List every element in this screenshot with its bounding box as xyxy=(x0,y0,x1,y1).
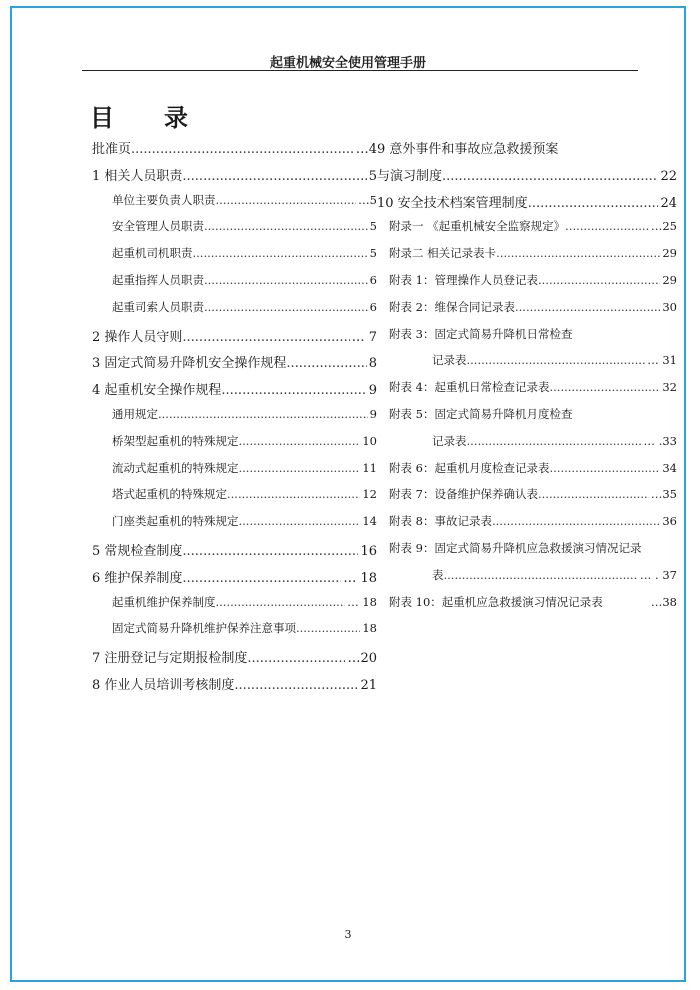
toc-entry-page: … .33 xyxy=(643,433,677,448)
toc-entry-page: 9 xyxy=(368,383,377,399)
toc-leader-dots xyxy=(549,380,660,394)
toc-entry-title: 2 操作人员守则 xyxy=(92,329,183,345)
toc-entry[interactable] xyxy=(92,272,377,299)
toc-leader-dots xyxy=(538,487,649,501)
toc-entry-page: 16 xyxy=(360,543,377,559)
toc-leader-dots xyxy=(204,273,368,287)
toc-entry-page: 14 xyxy=(362,514,377,529)
toc-entry-title: 附表 4：起重机日常检查记录表 xyxy=(389,380,550,395)
toc-entry-title: 4 起重机安全操作规程 xyxy=(92,383,222,399)
toc-entry-title: 桥架型起重机的特殊规定 xyxy=(112,433,239,448)
toc-leader-dots xyxy=(239,514,361,528)
toc-entry-page: 11 xyxy=(362,460,377,475)
toc-entry-page: …25 xyxy=(650,219,677,234)
toc-leader-dots xyxy=(286,356,366,371)
toc-leader-dots xyxy=(204,219,368,233)
toc-entry-page: … 18 xyxy=(347,594,377,609)
toc-entry[interactable] xyxy=(377,486,677,513)
toc-entry[interactable] xyxy=(377,326,677,353)
toc-entry-page: 12 xyxy=(362,487,377,502)
toc-entry[interactable] xyxy=(92,594,377,621)
toc-entry[interactable] xyxy=(377,218,677,245)
toc-entry-page: 22 xyxy=(660,168,677,184)
toc-leader-dots xyxy=(538,273,660,287)
toc-entry[interactable] xyxy=(92,620,377,647)
toc-entry[interactable] xyxy=(92,218,377,245)
toc-entry-title: 起重司索人员职责 xyxy=(112,299,204,314)
toc-entry[interactable] xyxy=(92,513,377,540)
toc-entry[interactable] xyxy=(377,540,677,567)
toc-entry-title: 固定式简易升降机维护保养注意事项 xyxy=(112,621,296,636)
toc-entry-page: 18 xyxy=(362,621,377,636)
toc-entry[interactable] xyxy=(377,272,677,299)
toc-entry-title: 附录一 《起重机械安全监察规定》 xyxy=(389,219,566,234)
toc-entry[interactable] xyxy=(377,406,677,433)
header-rule xyxy=(82,70,638,71)
toc-entry[interactable] xyxy=(377,192,677,219)
toc-entry-title: 安全管理人员职责 xyxy=(112,219,204,234)
toc-leader-dots xyxy=(182,169,366,184)
toc-entry-title: 8 作业人员培训考核制度 xyxy=(92,677,235,693)
toc-entry[interactable] xyxy=(92,647,377,674)
toc-entry[interactable] xyxy=(92,326,377,353)
toc-entry-title: 附表 10：起重机应急救援演习情况记录表 xyxy=(389,594,603,609)
toc-entry-title: 附表 1：管理操作人员登记表 xyxy=(389,272,538,287)
page-number: 3 xyxy=(344,928,352,941)
toc-entry-page: … 18 xyxy=(343,570,377,586)
toc-entry[interactable] xyxy=(377,594,677,621)
toc-entry-page: …5 xyxy=(358,192,377,207)
toc-entry[interactable] xyxy=(92,352,377,379)
toc-entry-page: 10 xyxy=(362,433,377,448)
toc-entry-page: 29 xyxy=(662,272,677,287)
toc-entry[interactable] xyxy=(377,379,677,406)
toc-entry[interactable] xyxy=(377,460,677,487)
toc-entry[interactable] xyxy=(377,567,677,594)
toc-entry-page: 29 xyxy=(662,246,677,261)
toc-leader-dots xyxy=(247,651,345,666)
toc-entry[interactable] xyxy=(92,674,377,701)
toc-entry-page: 5 xyxy=(369,219,377,234)
toc-entry-page: 21 xyxy=(360,677,377,693)
toc-leader-dots xyxy=(216,193,357,207)
toc-entry[interactable] xyxy=(92,567,377,594)
toc-leader-dots xyxy=(216,595,346,609)
toc-entry-page: … . 37 xyxy=(639,567,677,582)
toc-entry-page: 30 xyxy=(662,299,677,314)
toc-leader-dots xyxy=(296,621,360,635)
toc-entry-page: 36 xyxy=(662,514,677,529)
toc-entry[interactable] xyxy=(377,513,677,540)
toc-leader-dots xyxy=(182,544,358,559)
toc-entry-title: 门座类起重机的特殊规定 xyxy=(112,514,239,529)
toc-entry-title: 记录表 xyxy=(432,353,467,368)
toc-entry-title: 附表 9：固定式简易升降机应急救援演习情况记录 xyxy=(389,540,642,555)
toc-entry-page: 5 xyxy=(368,168,377,184)
toc-leader-dots xyxy=(492,514,660,528)
toc-leader-dots xyxy=(444,568,638,582)
toc-leader-dots xyxy=(496,246,660,260)
toc-entry-page: …20 xyxy=(347,651,377,667)
toc-entry-title: 塔式起重机的特殊规定 xyxy=(112,487,227,502)
toc-entry-page: 6 xyxy=(369,272,377,287)
toc-entry-title: 附表 6：起重机月度检查记录表 xyxy=(389,460,550,475)
toc-entry[interactable] xyxy=(377,352,677,379)
toc-entry-page: … 7 xyxy=(351,329,377,345)
toc-entry-title: 10 安全技术档案管理制度 xyxy=(377,195,528,211)
toc-entry-title: 流动式起重机的特殊规定 xyxy=(112,460,239,475)
toc-leader-dots xyxy=(442,169,658,184)
toc-entry-page: 5 xyxy=(369,246,377,261)
toc-entry-page: 32 xyxy=(662,380,677,395)
toc-entry[interactable] xyxy=(377,433,677,460)
toc-entry-title: 6 维护保养制度 xyxy=(92,570,183,586)
toc-entry[interactable] xyxy=(377,245,677,272)
toc-entry-page: …35 xyxy=(650,487,677,502)
toc-entry-title: 附表 3：固定式简易升降机日常检查 xyxy=(389,326,573,341)
toc-entry[interactable] xyxy=(92,245,377,272)
toc-entry-title: 附表 5：固定式简易升降机月度检查 xyxy=(389,406,573,421)
toc-leader-dots xyxy=(467,434,642,448)
toc-entry-title: 单位主要负责人职责 xyxy=(112,192,216,207)
toc-entry-page: … 31 xyxy=(647,353,677,368)
toc-entry-page: 9 xyxy=(369,406,377,421)
toc-entry-title: 附表 2：维保合同记录表 xyxy=(389,299,515,314)
toc-entry[interactable] xyxy=(92,406,377,433)
toc-entry-page: 24 xyxy=(660,195,677,211)
toc-entry-title: 起重指挥人员职责 xyxy=(112,272,204,287)
toc-leader-dots xyxy=(239,461,361,475)
toc-leader-dots xyxy=(239,434,361,448)
toc-entry[interactable] xyxy=(92,192,377,219)
toc-entry-title: 起重机司机职责 xyxy=(112,246,193,261)
toc-entry-title: 记录表 xyxy=(432,433,467,448)
toc-title: 目录 xyxy=(90,104,238,132)
toc-column-left xyxy=(92,138,377,701)
toc-leader-dots xyxy=(515,300,660,314)
toc-leader-dots xyxy=(182,330,349,345)
toc-leader-dots xyxy=(131,142,354,157)
toc-entry-title: 附表 7：设备维护保养确认表 xyxy=(389,487,538,502)
toc-entry[interactable] xyxy=(92,540,377,567)
document-page xyxy=(10,6,686,982)
toc-leader-dots xyxy=(467,353,646,367)
toc-entry-title: 附录二 相关记录表卡 xyxy=(389,246,497,261)
toc-leader-dots xyxy=(204,300,368,314)
toc-entry-page: 6 xyxy=(369,299,377,314)
toc-entry-page: 34 xyxy=(662,460,677,475)
toc-entry-page: …4 xyxy=(355,142,377,157)
toc-entry-title: 3 固定式简易升降机安全操作规程 xyxy=(92,356,287,372)
toc-leader-dots xyxy=(193,246,368,260)
toc-entry[interactable] xyxy=(92,379,377,406)
toc-entry[interactable] xyxy=(377,299,677,326)
toc-leader-dots xyxy=(227,487,360,501)
toc-entry-title: 5 常规检查制度 xyxy=(92,543,183,559)
toc-entry-title: 通用规定 xyxy=(112,406,158,421)
toc-entry-title: 附表 8：事故记录表 xyxy=(389,514,492,529)
toc-entry-title: 与演习制度 xyxy=(377,168,443,184)
toc-entry[interactable] xyxy=(92,299,377,326)
toc-leader-dots xyxy=(565,219,649,233)
toc-entry-title: 表 xyxy=(432,567,444,582)
toc-entry[interactable] xyxy=(92,165,377,192)
toc-entry[interactable] xyxy=(92,433,377,460)
toc-column-right xyxy=(377,138,677,620)
toc-leader-dots xyxy=(234,678,358,693)
toc-leader-dots xyxy=(528,196,659,211)
toc-entry[interactable] xyxy=(92,138,377,165)
toc-leader-dots xyxy=(221,383,366,398)
toc-entry-title: 1 相关人员职责 xyxy=(92,168,183,184)
toc-entry-title: 起重机维护保养制度 xyxy=(112,594,216,609)
toc-entry-title: 7 注册登记与定期报检制度 xyxy=(92,651,248,667)
toc-entry[interactable] xyxy=(377,165,677,192)
toc-entry[interactable] xyxy=(92,486,377,513)
toc-leader-dots xyxy=(549,461,660,475)
toc-entry-title: 批准页 xyxy=(92,142,132,157)
toc-entry-page: …38 xyxy=(650,594,677,609)
toc-entry-title: 9 意外事件和事故应急救援预案 xyxy=(377,142,559,157)
toc-entry[interactable] xyxy=(92,460,377,487)
running-header: 起重机械安全使用管理手册 xyxy=(269,56,426,71)
toc-entry-page: 8 xyxy=(368,356,377,372)
toc-leader-dots xyxy=(158,407,368,421)
toc-entry[interactable] xyxy=(377,138,677,165)
toc-leader-dots xyxy=(182,571,341,586)
